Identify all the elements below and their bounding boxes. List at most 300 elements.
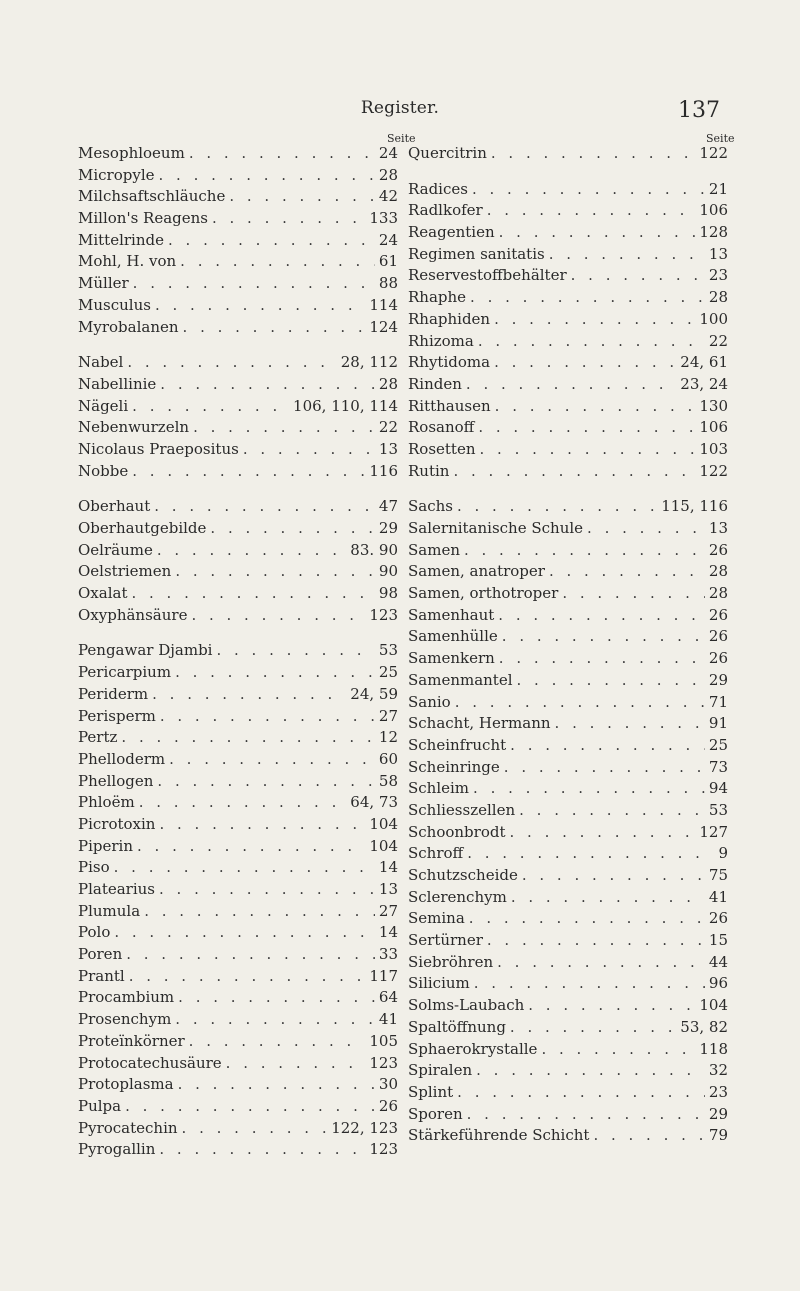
index-entry [78, 987, 398, 1009]
index-entry [408, 670, 728, 692]
index-entry [78, 165, 398, 187]
dot-leader [499, 648, 705, 670]
entry-term: Nicolaus Praepositus [78, 439, 239, 458]
dot-leader [519, 800, 705, 822]
entry-term: Sphaerokrystalle [408, 1039, 538, 1058]
entry-term: Rutin [408, 461, 450, 480]
entry-term: Phellogen [78, 771, 154, 790]
dot-leader [510, 735, 705, 757]
index-entry [78, 540, 398, 562]
entry-page-numbers: 26 [708, 649, 728, 668]
entry-page-numbers: 44 [708, 952, 728, 971]
dot-leader [510, 1017, 676, 1039]
dot-leader [499, 222, 696, 244]
entry-term: Scheinfrucht [408, 735, 507, 754]
entry-page-numbers: 75 [708, 866, 728, 884]
entry-term: Radices [408, 179, 468, 198]
entry-term: Picrotoxin [78, 814, 156, 833]
index-entry [78, 944, 398, 966]
dot-leader [160, 374, 375, 396]
dot-leader [216, 640, 374, 662]
index-entry [408, 908, 728, 930]
entry-term: Rosetten [408, 439, 476, 458]
entry-term: Mesophloeum [78, 144, 185, 162]
dot-leader [157, 771, 375, 793]
index-entry [408, 583, 728, 605]
entry-term: Spaltöffnung [408, 1017, 506, 1036]
seite-label: Seite [387, 132, 416, 145]
index-entry [408, 331, 728, 353]
entry-page-numbers: 60 [378, 749, 398, 768]
dot-leader [511, 887, 705, 909]
entry-term: Spiralen [408, 1061, 473, 1080]
dot-leader [494, 309, 695, 331]
entry-page-numbers: 88 [378, 274, 398, 293]
index-entry [78, 1009, 398, 1031]
entry-page-numbers: 122, 123 [331, 1118, 398, 1137]
dot-leader [455, 692, 705, 714]
index-entry [78, 295, 398, 317]
index-entry [408, 1104, 728, 1126]
entry-page-numbers: 127 [699, 822, 728, 841]
index-entry [408, 930, 728, 952]
entry-page-numbers: 26 [708, 605, 728, 624]
dot-leader [472, 179, 705, 201]
dot-leader [478, 331, 705, 353]
entry-page-numbers: 27 [378, 706, 398, 725]
dot-leader [180, 251, 375, 273]
entry-page-numbers: 24 [378, 230, 398, 249]
entry-term: Schliesszellen [408, 800, 516, 819]
dot-leader [502, 626, 705, 648]
entry-page-numbers: 94 [708, 779, 728, 798]
entry-page-numbers: 24, 59 [350, 684, 398, 703]
dot-leader [126, 944, 375, 966]
dot-leader [159, 1139, 365, 1161]
index-entry [78, 230, 398, 252]
entry-page-numbers: 116 [369, 461, 398, 480]
entry-term: Samen, anatroper [408, 562, 545, 581]
index-entry [78, 186, 398, 208]
index-entry [408, 1039, 728, 1061]
index-entry [78, 966, 398, 988]
dot-leader [593, 1125, 704, 1147]
index-entry [78, 771, 398, 793]
entry-term: Piso [78, 858, 110, 877]
entry-page-numbers: 14 [378, 923, 398, 942]
entry-term: Schleim [408, 779, 470, 798]
entry-page-numbers: 9 [718, 844, 728, 863]
entry-term: Mohl, H. von [78, 252, 177, 271]
index-entry [408, 778, 728, 800]
index-entry [408, 496, 728, 518]
index-entry [408, 626, 728, 648]
entry-term: Rhizoma [408, 331, 474, 350]
entry-term: Micropyle [78, 165, 155, 184]
entry-page-numbers: 58 [378, 771, 398, 790]
dot-leader [157, 540, 346, 562]
dot-leader [175, 561, 375, 583]
index-entry [78, 352, 398, 374]
dot-leader [178, 987, 375, 1009]
entry-page-numbers: 73 [708, 757, 728, 776]
entry-term: Polo [78, 923, 111, 942]
dot-leader [212, 208, 365, 230]
index-entry [408, 179, 728, 201]
index-group [78, 143, 398, 338]
entry-term: Sclerenchym [408, 887, 507, 906]
index-entry [78, 518, 398, 540]
entry-term: Rhytidoma [408, 353, 491, 372]
entry-term: Sporen [408, 1104, 463, 1123]
index-entry [408, 244, 728, 266]
index-entry [78, 684, 398, 706]
dot-leader [121, 727, 375, 749]
index-entry [408, 561, 728, 583]
index-entry [408, 540, 728, 562]
dot-leader [144, 901, 375, 923]
entry-term: Nägeli [78, 396, 129, 415]
index-column-left [78, 132, 416, 1175]
entry-page-numbers: 22 [708, 331, 728, 350]
index-group [408, 179, 728, 483]
entry-term: Schacht, Hermann [408, 714, 551, 733]
entry-page-numbers: 26 [708, 540, 728, 559]
entry-page-numbers: 124 [369, 317, 398, 336]
dot-leader [168, 230, 375, 252]
index-group [408, 496, 728, 1147]
entry-page-numbers: 96 [708, 974, 728, 993]
entry-page-numbers: 22 [378, 418, 398, 437]
entry-page-numbers: 118 [699, 1039, 728, 1058]
entry-term: Pericarpium [78, 663, 172, 682]
dot-leader [457, 496, 657, 518]
dot-leader [137, 836, 365, 858]
entry-term: Reservestoffbehälter [408, 266, 567, 285]
dot-leader [470, 287, 705, 309]
entry-term: Sanio [408, 692, 451, 711]
dot-leader [175, 1009, 375, 1031]
entry-term: Poren [78, 945, 123, 964]
entry-term: Schutzscheide [408, 866, 518, 884]
index-entry [78, 561, 398, 583]
index-entry [408, 605, 728, 627]
entry-term: Samen, orthotroper [408, 584, 559, 603]
index-entry [78, 1118, 398, 1140]
entry-page-numbers: 61 [378, 252, 398, 271]
index-entry [78, 749, 398, 771]
dot-leader [132, 461, 365, 483]
entry-term: Sertürner [408, 931, 483, 950]
entry-page-numbers: 26 [708, 627, 728, 646]
entry-page-numbers: 106 [699, 418, 728, 437]
dot-leader [487, 200, 696, 222]
entry-term: Mittelrinde [78, 230, 164, 249]
index-entry [78, 1074, 398, 1096]
index-group [408, 143, 728, 165]
dot-leader [467, 1104, 705, 1126]
entry-term: Prosenchym [78, 1010, 172, 1029]
dot-leader [183, 317, 366, 339]
dot-leader [191, 605, 365, 627]
entry-term: Procambium [78, 988, 175, 1007]
dot-leader [587, 518, 705, 540]
index-entry [408, 865, 728, 887]
page-number: 137 [678, 98, 720, 123]
entry-term: Phloëm [78, 793, 135, 812]
index-entry [78, 461, 398, 483]
entry-page-numbers: 104 [369, 814, 398, 833]
dot-leader [154, 496, 375, 518]
index-entry [408, 222, 728, 244]
dot-leader [139, 792, 347, 814]
entry-page-numbers: 64 [378, 988, 398, 1007]
entry-page-numbers: 23 [708, 266, 728, 285]
entry-term: Nabel [78, 353, 124, 372]
index-entry [408, 265, 728, 287]
entry-page-numbers: 25 [378, 663, 398, 682]
entry-page-numbers: 128 [699, 223, 728, 242]
entry-page-numbers: 41 [708, 887, 728, 906]
entry-page-numbers: 21 [708, 179, 728, 198]
entry-term: Pengawar Djambi [78, 641, 213, 660]
entry-term: Rhaphe [408, 288, 467, 307]
entry-page-numbers: 33 [378, 945, 398, 964]
dot-leader [210, 518, 375, 540]
entry-term: Nabellinie [78, 374, 157, 393]
index-entry [78, 1031, 398, 1053]
entry-term: Piperin [78, 836, 133, 855]
dot-leader [229, 186, 375, 208]
entry-page-numbers: 14 [378, 858, 398, 877]
dot-leader [189, 143, 375, 165]
index-entry [78, 706, 398, 728]
dot-leader [528, 995, 695, 1017]
index-entry [78, 836, 398, 858]
dot-leader [480, 439, 696, 461]
entry-page-numbers: 13 [378, 439, 398, 458]
index-entry [408, 713, 728, 735]
dot-leader [127, 352, 336, 374]
entry-term: Pyrogallin [78, 1140, 156, 1159]
index-entry [408, 995, 728, 1017]
dot-leader [160, 706, 375, 728]
entry-page-numbers: 123 [369, 1140, 398, 1159]
index-entry [408, 1082, 728, 1104]
entry-term: Milchsaftschläuche [78, 187, 226, 206]
dot-leader [474, 973, 705, 995]
entry-page-numbers: 117 [369, 966, 398, 985]
entry-term: Oberhaut [78, 497, 151, 516]
entry-page-numbers: 25 [708, 735, 728, 754]
entry-term: Reagentien [408, 223, 495, 242]
index-entry [408, 461, 728, 483]
entry-term: Perisperm [78, 706, 156, 725]
entry-term: Schroff [408, 844, 464, 863]
dot-leader [491, 143, 695, 165]
dot-leader [476, 1060, 705, 1082]
entry-page-numbers: 28 [378, 165, 398, 184]
entry-page-numbers: 13 [708, 244, 728, 263]
dot-leader [522, 865, 705, 887]
index-entry [408, 374, 728, 396]
entry-term: Pyrocatechin [78, 1118, 178, 1137]
index-entry [408, 1060, 728, 1082]
index-entry [408, 800, 728, 822]
dot-leader [464, 540, 705, 562]
index-entry [408, 887, 728, 909]
entry-page-numbers: 114 [369, 295, 398, 314]
entry-page-numbers: 122 [699, 461, 728, 480]
index-entry [78, 273, 398, 295]
entry-page-numbers: 28 [708, 288, 728, 307]
dot-leader [541, 1039, 695, 1061]
entry-page-numbers: 29 [378, 519, 398, 537]
entry-term: Plumula [78, 901, 141, 920]
entry-term: Radlkofer [408, 201, 483, 220]
index-entry [408, 1017, 728, 1039]
entry-page-numbers: 29 [708, 670, 728, 689]
dot-leader [555, 713, 705, 735]
entry-page-numbers: 47 [378, 497, 398, 516]
index-entry [78, 792, 398, 814]
dot-leader [498, 605, 705, 627]
dot-leader [562, 583, 705, 605]
entry-page-numbers: 104 [699, 996, 728, 1015]
index-entry [408, 822, 728, 844]
dot-leader [178, 1074, 375, 1096]
index-entry [78, 143, 398, 165]
entry-term: Silicium [408, 974, 470, 993]
entry-term: Protocatechusäure [78, 1053, 222, 1072]
entry-term: Oelräume [78, 540, 153, 559]
entry-page-numbers: 106, 110, 114 [293, 396, 398, 415]
entry-term: Oxyphänsäure [78, 605, 188, 624]
entry-term: Scheinringe [408, 757, 500, 776]
index-entry [78, 727, 398, 749]
entry-page-numbers: 103 [699, 439, 728, 458]
entry-page-numbers: 27 [378, 901, 398, 920]
entry-term: Oberhautgebilde [78, 519, 207, 537]
entry-page-numbers: 12 [378, 728, 398, 747]
entry-term: Müller [78, 274, 129, 293]
entry-term: Semina [408, 909, 465, 928]
entry-page-numbers: 130 [699, 396, 728, 415]
index-entry [78, 496, 398, 518]
index-entry [78, 901, 398, 923]
entry-term: Nobbe [78, 461, 129, 480]
index-entry [78, 583, 398, 605]
index-entry [78, 317, 398, 339]
index-entry [78, 1139, 398, 1161]
dot-leader [226, 1053, 366, 1075]
index-entry [78, 417, 398, 439]
dot-leader [189, 1031, 366, 1053]
index-entry [408, 692, 728, 714]
dot-leader [155, 295, 365, 317]
index-entry [408, 309, 728, 331]
dot-leader [132, 396, 289, 418]
entry-term: Ritthausen [408, 396, 491, 415]
dot-leader [131, 583, 374, 605]
entry-page-numbers: 30 [378, 1075, 398, 1094]
index-entry [78, 605, 398, 627]
entry-term: Sachs [408, 497, 453, 516]
entry-page-numbers: 105 [369, 1031, 398, 1050]
dot-leader [243, 439, 375, 461]
entry-term: Myrobalanen [78, 317, 179, 336]
dot-leader [469, 908, 705, 930]
dot-leader [193, 417, 375, 439]
index-entry [78, 396, 398, 418]
entry-page-numbers: 106 [699, 201, 728, 220]
index-entry [78, 640, 398, 662]
dot-leader [114, 857, 375, 879]
dot-leader [497, 952, 705, 974]
index-entry [78, 814, 398, 836]
entry-term: Pulpa [78, 1096, 122, 1115]
entry-page-numbers: 28 [378, 374, 398, 393]
entry-page-numbers: 71 [708, 692, 728, 711]
index-entry [78, 922, 398, 944]
entry-term: Solms-Laubach [408, 996, 525, 1015]
dot-leader [473, 778, 705, 800]
entry-page-numbers: 29 [708, 1104, 728, 1123]
entry-page-numbers: 123 [369, 605, 398, 624]
entry-term: Millon's Reagens [78, 209, 208, 228]
entry-term: Schoonbrodt [408, 822, 506, 841]
entry-page-numbers: 26 [378, 1096, 398, 1115]
dot-leader [129, 966, 366, 988]
seite-label: Seite [706, 132, 735, 145]
entry-term: Quercitrin [408, 144, 487, 162]
index-entry [78, 208, 398, 230]
index-entry [78, 374, 398, 396]
entry-term: Periderm [78, 684, 149, 703]
dot-leader [510, 822, 696, 844]
entry-term: Rhaphiden [408, 309, 491, 328]
index-entry [78, 879, 398, 901]
index-entry [408, 952, 728, 974]
index-entry [78, 1053, 398, 1075]
index-entry [408, 973, 728, 995]
entry-page-numbers: 24 [378, 144, 398, 162]
dot-leader [549, 244, 705, 266]
index-entry [408, 757, 728, 779]
index-entry [408, 287, 728, 309]
index-entry [408, 439, 728, 461]
entry-term: Oxalat [78, 584, 128, 603]
entry-page-numbers: 41 [378, 1010, 398, 1029]
dot-leader [495, 396, 696, 418]
entry-term: Siebröhren [408, 952, 494, 971]
entry-page-numbers: 53 [708, 800, 728, 819]
entry-term: Splint [408, 1082, 454, 1101]
entry-term: Salernitanische Schule [408, 519, 584, 537]
entry-page-numbers: 64, 73 [350, 793, 398, 812]
entry-page-numbers: 100 [699, 309, 728, 328]
index-entry [408, 200, 728, 222]
entry-term: Oelstriemen [78, 562, 172, 581]
entry-term: Samenmantel [408, 670, 513, 689]
entry-term: Platearius [78, 880, 156, 898]
dot-leader [504, 757, 705, 779]
entry-page-numbers: 83. 90 [350, 540, 398, 559]
index-entry [78, 1096, 398, 1118]
entry-term: Samen [408, 540, 460, 559]
dot-leader [159, 165, 375, 187]
dot-leader [571, 265, 705, 287]
